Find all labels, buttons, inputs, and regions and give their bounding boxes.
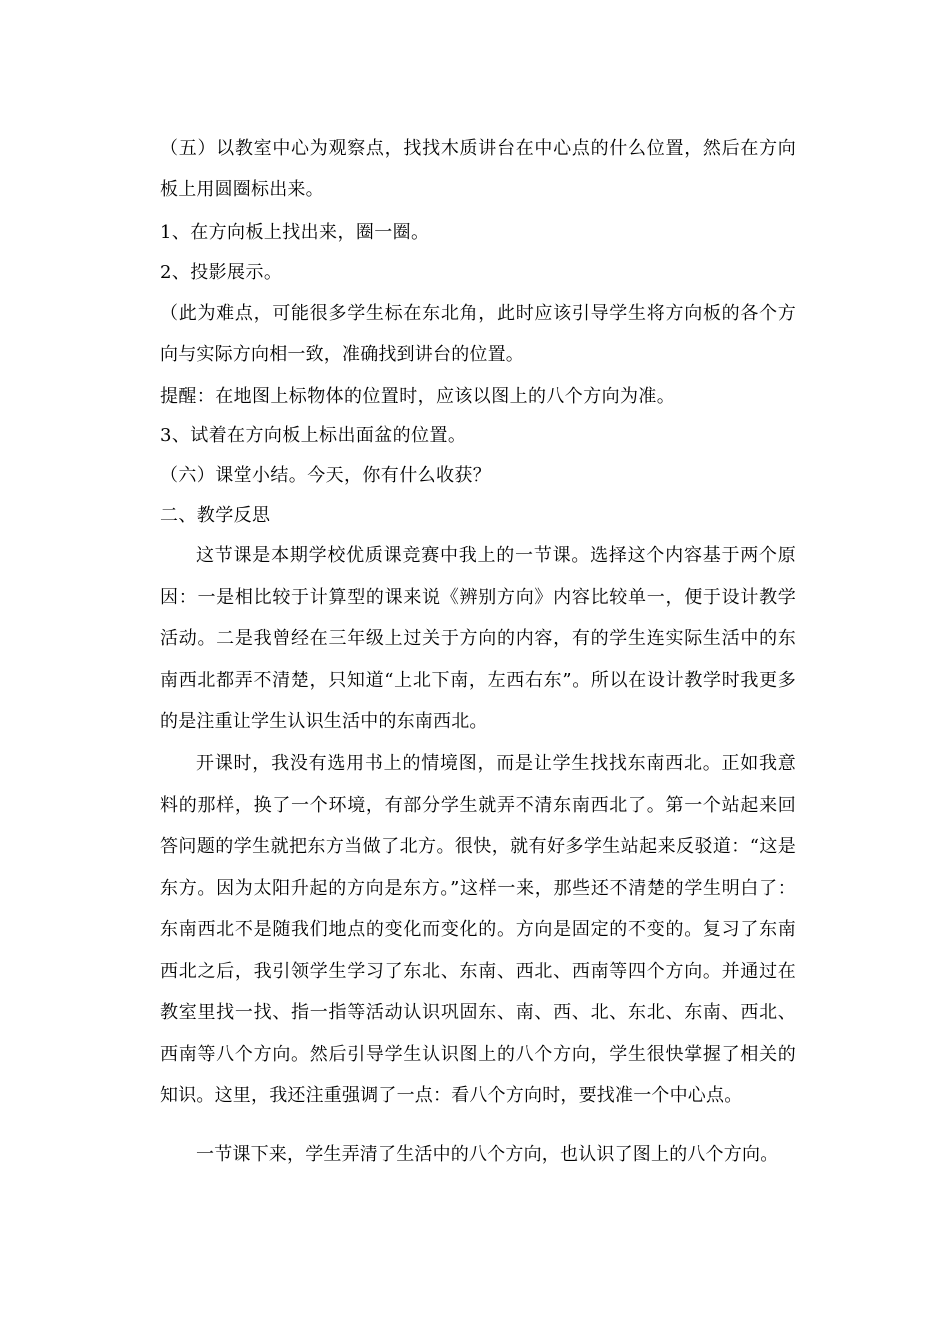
item-5-reminder: 提醒：在地图上标物体的位置时，应该以图上的八个方向为准。 xyxy=(160,386,676,407)
item-5-note: （此为难点，可能很多学生标在东北角，此时应该引导学生将方向板的各个方向与实际方向相一致，准确找到讲台的位置。 xyxy=(160,303,796,365)
item-5-title: （五）以教室中心为观察点，找找木质讲台在中心点的什么位置，然后在方向板上用圆圈标出来。 xyxy=(160,138,796,200)
item-6-summary: （六）课堂小结。今天，你有什么收获？ xyxy=(160,465,492,486)
section-2-title: 二、教学反思 xyxy=(160,505,271,526)
reflection-paragraph-3: 一节课下来，学生弄清了生活中的八个方向，也认识了图上的八个方向。 xyxy=(196,1144,779,1165)
item-5-step-1: 1、在方向板上找出来，圈一圈。 xyxy=(160,222,430,243)
reflection-paragraph-1: 这节课是本期学校优质课竞赛中我上的一节课。选择这个内容基于两个原因：一是相比较于计算型的课来说《辨别方向》内容比较单一，便于设计教学活动。二是我曾经在三年级上过关于方向的内容，有的学生连实际生活中的东南西北都弄不清楚，只知道“上北下南，左西右东”。所以在设计教学时我更多的是注重让学生认识生活中的东南西北。 xyxy=(160,545,796,732)
item-5-step-3: 3、试着在方向板上标出面盆的位置。 xyxy=(160,425,467,446)
item-5-step-2: 2、投影展示。 xyxy=(160,262,283,283)
reflection-paragraph-2: 开课时，我没有选用书上的情境图，而是让学生找找东南西北。正如我意料的那样，换了一个环境，有部分学生就弄不清东南西北了。第一个站起来回答问题的学生就把东方当做了北方。很快，就有好多学生站起来反驳道：“这是东方。因为太阳升起的方向是东方。”这样一来，那些还不清楚的学生明白了：东南西北不是随我们地点的变化而变化的。方向是固定的不变的。复习了东南西北之后，我引领学生学习了东北、东南、西北、西南等四个方向。并通过在教室里找一找、指一指等活动认识巩固东、南、西、北、东北、东南、西北、西南等八个方向。然后引导学生认识图上的八个方向，学生很快掌握了相关的知识。这里，我还注重强调了一点：看八个方向时，要找准一个中心点。 xyxy=(160,753,796,1106)
